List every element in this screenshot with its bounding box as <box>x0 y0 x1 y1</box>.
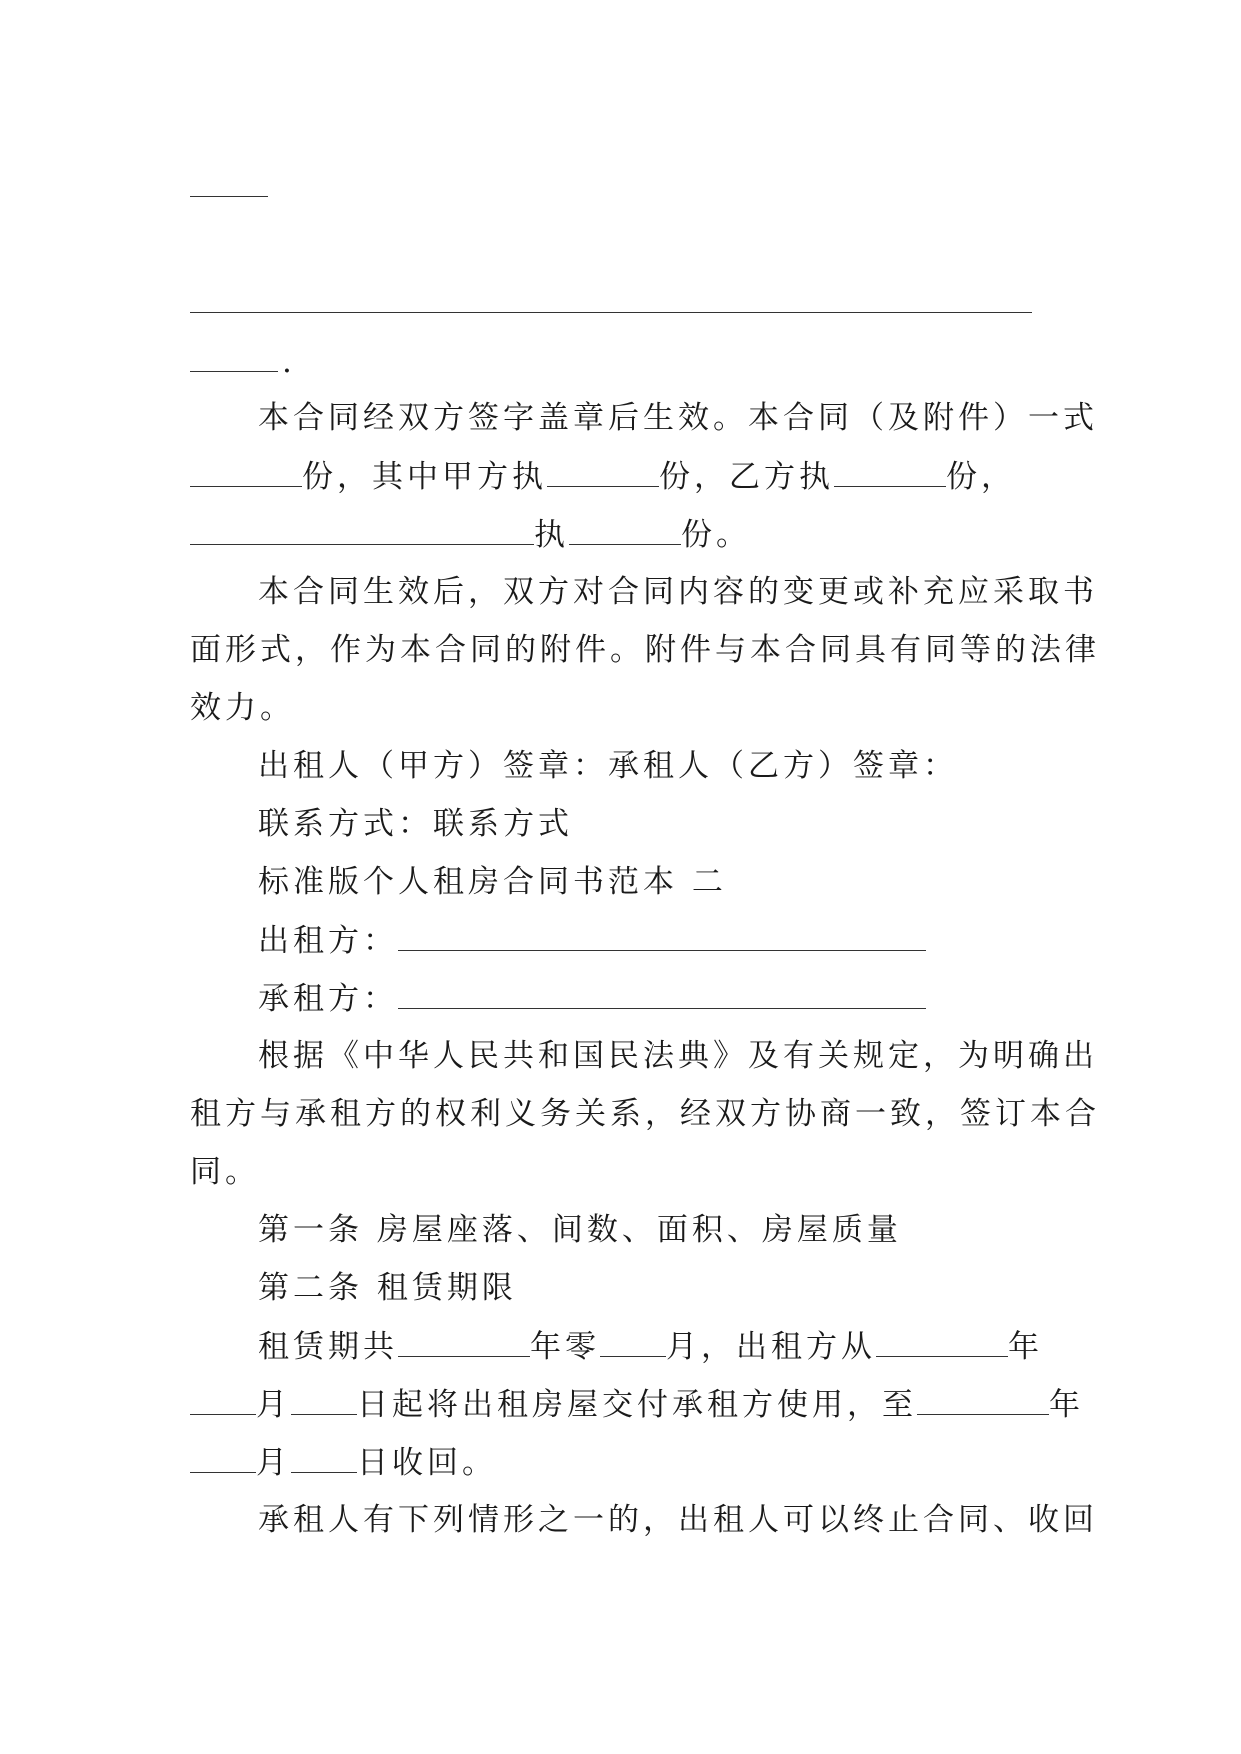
amend-line-3: 效力。 <box>190 690 295 726</box>
lease-line-2-b: 日起将出租房屋交付承租方使用，至 <box>357 1387 917 1423</box>
end-day-blank <box>291 1442 357 1473</box>
blank-line-top-long <box>190 312 1032 313</box>
lease-line-3-b: 日收回。 <box>357 1445 497 1481</box>
lease-line-1-b: 年零 <box>530 1329 600 1365</box>
lessee-name-blank <box>398 978 926 1009</box>
other-copies-blank <box>569 514 681 545</box>
start-month-blank <box>190 1384 256 1415</box>
effect-line-2 <box>190 456 1016 497</box>
lessee-line <box>258 978 926 1019</box>
lease-line-2-a: 月 <box>256 1387 291 1423</box>
start-year-blank <box>876 1326 1008 1357</box>
effect-line-2-b: 份，乙方执 <box>659 459 834 495</box>
amend-line-2: 面形式，作为本合同的附件。附件与本合同具有同等的法律 <box>190 632 1100 668</box>
contact-line: 联系方式：联系方式 <box>258 806 573 842</box>
lease-years-blank <box>398 1326 530 1357</box>
effect-line-3 <box>190 514 751 555</box>
lessor-line <box>258 920 926 961</box>
template-title: 标准版个人租房合同书范本 二 <box>258 864 727 900</box>
party-b-copies-blank <box>834 456 946 487</box>
other-holder-blank <box>190 514 534 545</box>
lease-line-2-c: 年 <box>1049 1387 1084 1423</box>
start-day-blank <box>291 1384 357 1415</box>
effect-line-2-c: 份， <box>946 459 1016 495</box>
blank-line-end-dot: . <box>282 344 296 380</box>
effect-line-2-a: 份，其中甲方执 <box>302 459 547 495</box>
copies-total-blank <box>190 456 302 487</box>
lease-line-1 <box>258 1326 1043 1367</box>
article-1-heading: 第一条 房屋座落、间数、面积、房屋质量 <box>258 1212 902 1248</box>
end-month-blank <box>190 1442 256 1473</box>
lessor-label: 出租方： <box>258 923 398 959</box>
lease-line-1-d: 年 <box>1008 1329 1043 1365</box>
signature-line: 出租人（甲方）签章：承租人（乙方）签章： <box>258 748 958 784</box>
lease-line-3 <box>190 1442 497 1483</box>
basis-line-2: 租方与承租方的权利义务关系，经双方协商一致，签订本合 <box>190 1096 1100 1132</box>
blank-line-top-end <box>190 371 278 372</box>
basis-line-3: 同。 <box>190 1154 260 1190</box>
lease-line-1-a: 租赁期共 <box>258 1329 398 1365</box>
lessor-name-blank <box>398 920 926 951</box>
end-year-blank <box>917 1384 1049 1415</box>
effect-line-1: 本合同经双方签字盖章后生效。本合同（及附件）一式 <box>258 400 1098 436</box>
blank-line-top-short <box>190 196 268 197</box>
basis-line-1: 根据《中华人民共和国民法典》及有关规定，为明确出 <box>258 1038 1098 1074</box>
lease-line-2 <box>190 1384 1084 1425</box>
termination-intro: 承租人有下列情形之一的，出租人可以终止合同、收回 <box>258 1502 1098 1538</box>
lease-line-1-c: 月，出租方从 <box>666 1329 876 1365</box>
lease-line-3-a: 月 <box>256 1445 291 1481</box>
article-2-heading: 第二条 租赁期限 <box>258 1270 517 1306</box>
amend-line-1: 本合同生效后，双方对合同内容的变更或补充应采取书 <box>258 574 1098 610</box>
effect-line-3-b: 份。 <box>681 517 751 553</box>
lease-months-blank <box>600 1326 666 1357</box>
party-a-copies-blank <box>547 456 659 487</box>
effect-line-3-a: 执 <box>534 517 569 553</box>
lessee-label: 承租方： <box>258 981 398 1017</box>
